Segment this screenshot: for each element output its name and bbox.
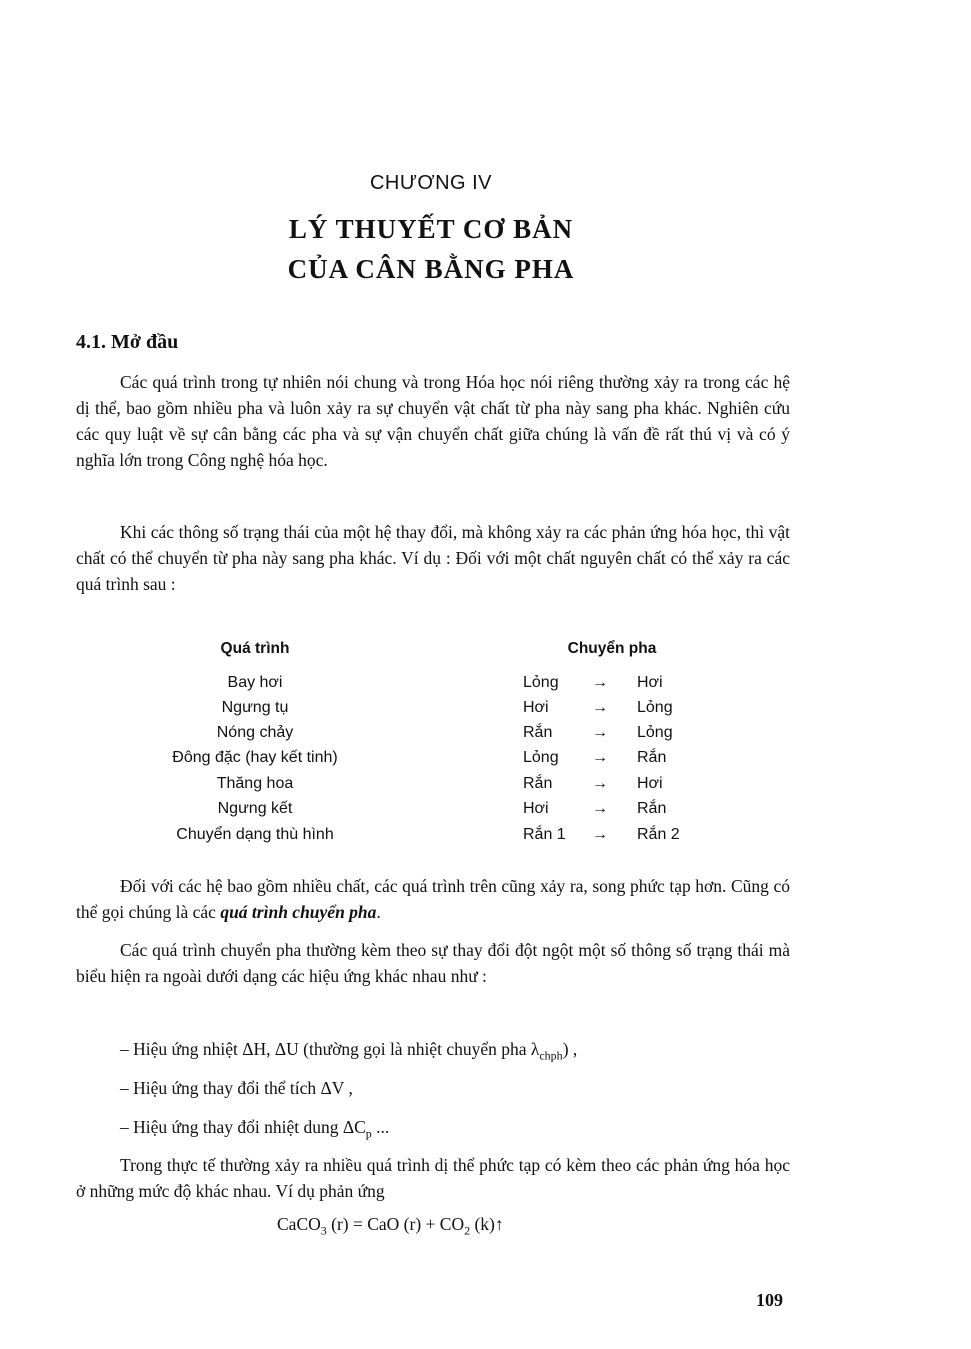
process-name: Ngưng tụ <box>221 699 289 716</box>
arrow-icon: → <box>592 674 608 691</box>
equation-subscript: 2 <box>464 1223 471 1238</box>
process-name: Bay hơi <box>227 674 283 691</box>
process-name: Ngưng kết <box>217 800 293 817</box>
phase-to: Lỏng <box>637 699 673 716</box>
arrow-icon: → <box>592 775 608 792</box>
process-name: Thăng hoa <box>216 775 294 792</box>
paragraph-text-end: . <box>376 902 381 922</box>
section-heading: 4.1. Mở đầu <box>76 331 179 353</box>
paragraph-text: Đối với các hệ bao gồm nhiều chất, các quá trình trên cũng xảy ra, song phức tạp hơn. Cũng có thể gọi chúng là các <box>76 876 790 922</box>
bullet-text: – Hiệu ứng nhiệt ΔH, ΔU (thường gọi là nhiệt chuyển pha λ <box>120 1039 540 1059</box>
phase-from: Lỏng <box>523 674 559 691</box>
arrow-icon: → <box>592 699 608 716</box>
table-row <box>0 826 971 850</box>
phase-from: Rắn 1 <box>523 826 566 843</box>
bullet-subscript: chph <box>539 1048 563 1063</box>
paragraph-phase-change: Khi các thông số trạng thái của một hệ thay đổi, mà không xảy ra các phản ứng hóa học, thì vật chất có thể chuyển từ pha này sang pha khác. Ví dụ : Đối với một chất nguyên chất có thể xảy ra các quá trình sau : <box>76 522 790 594</box>
arrow-icon: → <box>592 724 608 741</box>
bullet-volume-effect <box>120 1075 353 1101</box>
phase-from: Hơi <box>523 800 549 817</box>
paragraph-multicomponent <box>76 873 790 925</box>
arrow-icon: → <box>592 749 608 766</box>
table-header-phase: Chuyển pha <box>567 640 657 657</box>
chapter-label: CHƯƠNG IV <box>369 172 493 194</box>
bullet-text-end: ... <box>371 1117 390 1137</box>
bullet-text: – Hiệu ứng thay đổi nhiệt dung ΔC <box>120 1117 366 1137</box>
equation-part: (r) = CaO (r) + CO <box>326 1214 465 1234</box>
paragraph-effects: Các quá trình chuyển pha thường kèm theo sự thay đổi đột ngột một số thông số trạng thái mà biểu hiện ra ngoài dưới dạng các hiệu ứng khác nhau như : <box>76 940 790 986</box>
phase-to: Hơi <box>637 674 663 691</box>
phase-to: Rắn <box>637 749 667 766</box>
paragraph-reactions: Trong thực tế thường xảy ra nhiều quá trình dị thể phức tạp có kèm theo các phản ứng hóa học ở những mức độ khác nhau. Ví dụ phản ứng <box>76 1155 790 1201</box>
bullet-subscript: p <box>365 1126 372 1141</box>
page-number: 109 <box>756 1290 783 1310</box>
emphasized-term: quá trình chuyển pha <box>220 902 377 922</box>
paragraph-intro: Các quá trình trong tự nhiên nói chung và trong Hóa học nói riêng thường xảy ra trong các hệ dị thể, bao gồm nhiều pha và luôn xảy ra sự chuyển vật chất từ pha này sang pha khác. Nghiên cứu các quy luật về sự cân bằng các pha và sự vận chuyển chất giữa chúng là vấn đề rất thú vị và có ý nghĩa lớn trong Công nghệ hóa học. <box>76 372 790 470</box>
phase-transition-table <box>0 638 971 858</box>
process-name: Đông đặc (hay kết tinh) <box>172 749 338 766</box>
table-row <box>0 699 971 723</box>
table-row <box>0 724 971 748</box>
process-name: Nóng chảy <box>216 724 294 741</box>
table-row <box>0 749 971 773</box>
table-header-process: Quá trình <box>220 640 290 657</box>
equation-part: (k)↑ <box>470 1214 504 1234</box>
table-row <box>0 674 971 698</box>
equation-part: CaCO <box>277 1214 321 1234</box>
phase-from: Lỏng <box>523 749 559 766</box>
phase-from: Hơi <box>523 699 549 716</box>
bullet-text-end: ) , <box>562 1039 578 1059</box>
phase-from: Rắn <box>523 775 553 792</box>
phase-from: Rắn <box>523 724 553 741</box>
phase-to: Hơi <box>637 775 663 792</box>
chemical-equation <box>277 1214 504 1239</box>
table-row <box>0 775 971 799</box>
phase-to: Rắn <box>637 800 667 817</box>
process-name: Chuyển dạng thù hình <box>176 826 334 843</box>
bullet-text: – Hiệu ứng thay đổi thể tích ΔV , <box>120 1078 353 1098</box>
table-row <box>0 800 971 824</box>
arrow-icon: → <box>592 800 608 817</box>
bullet-heat-effect <box>120 1036 577 1069</box>
chapter-title-line-2: CỦA CÂN BẰNG PHA <box>287 254 575 284</box>
bullet-heat-capacity-effect <box>120 1114 389 1147</box>
phase-to: Lỏng <box>637 724 673 741</box>
equation-subscript: 3 <box>320 1223 327 1238</box>
chapter-title-line-1: LÝ THUYẾT CƠ BẢN <box>288 214 574 244</box>
phase-to: Rắn 2 <box>637 826 680 843</box>
arrow-icon: → <box>592 826 608 843</box>
